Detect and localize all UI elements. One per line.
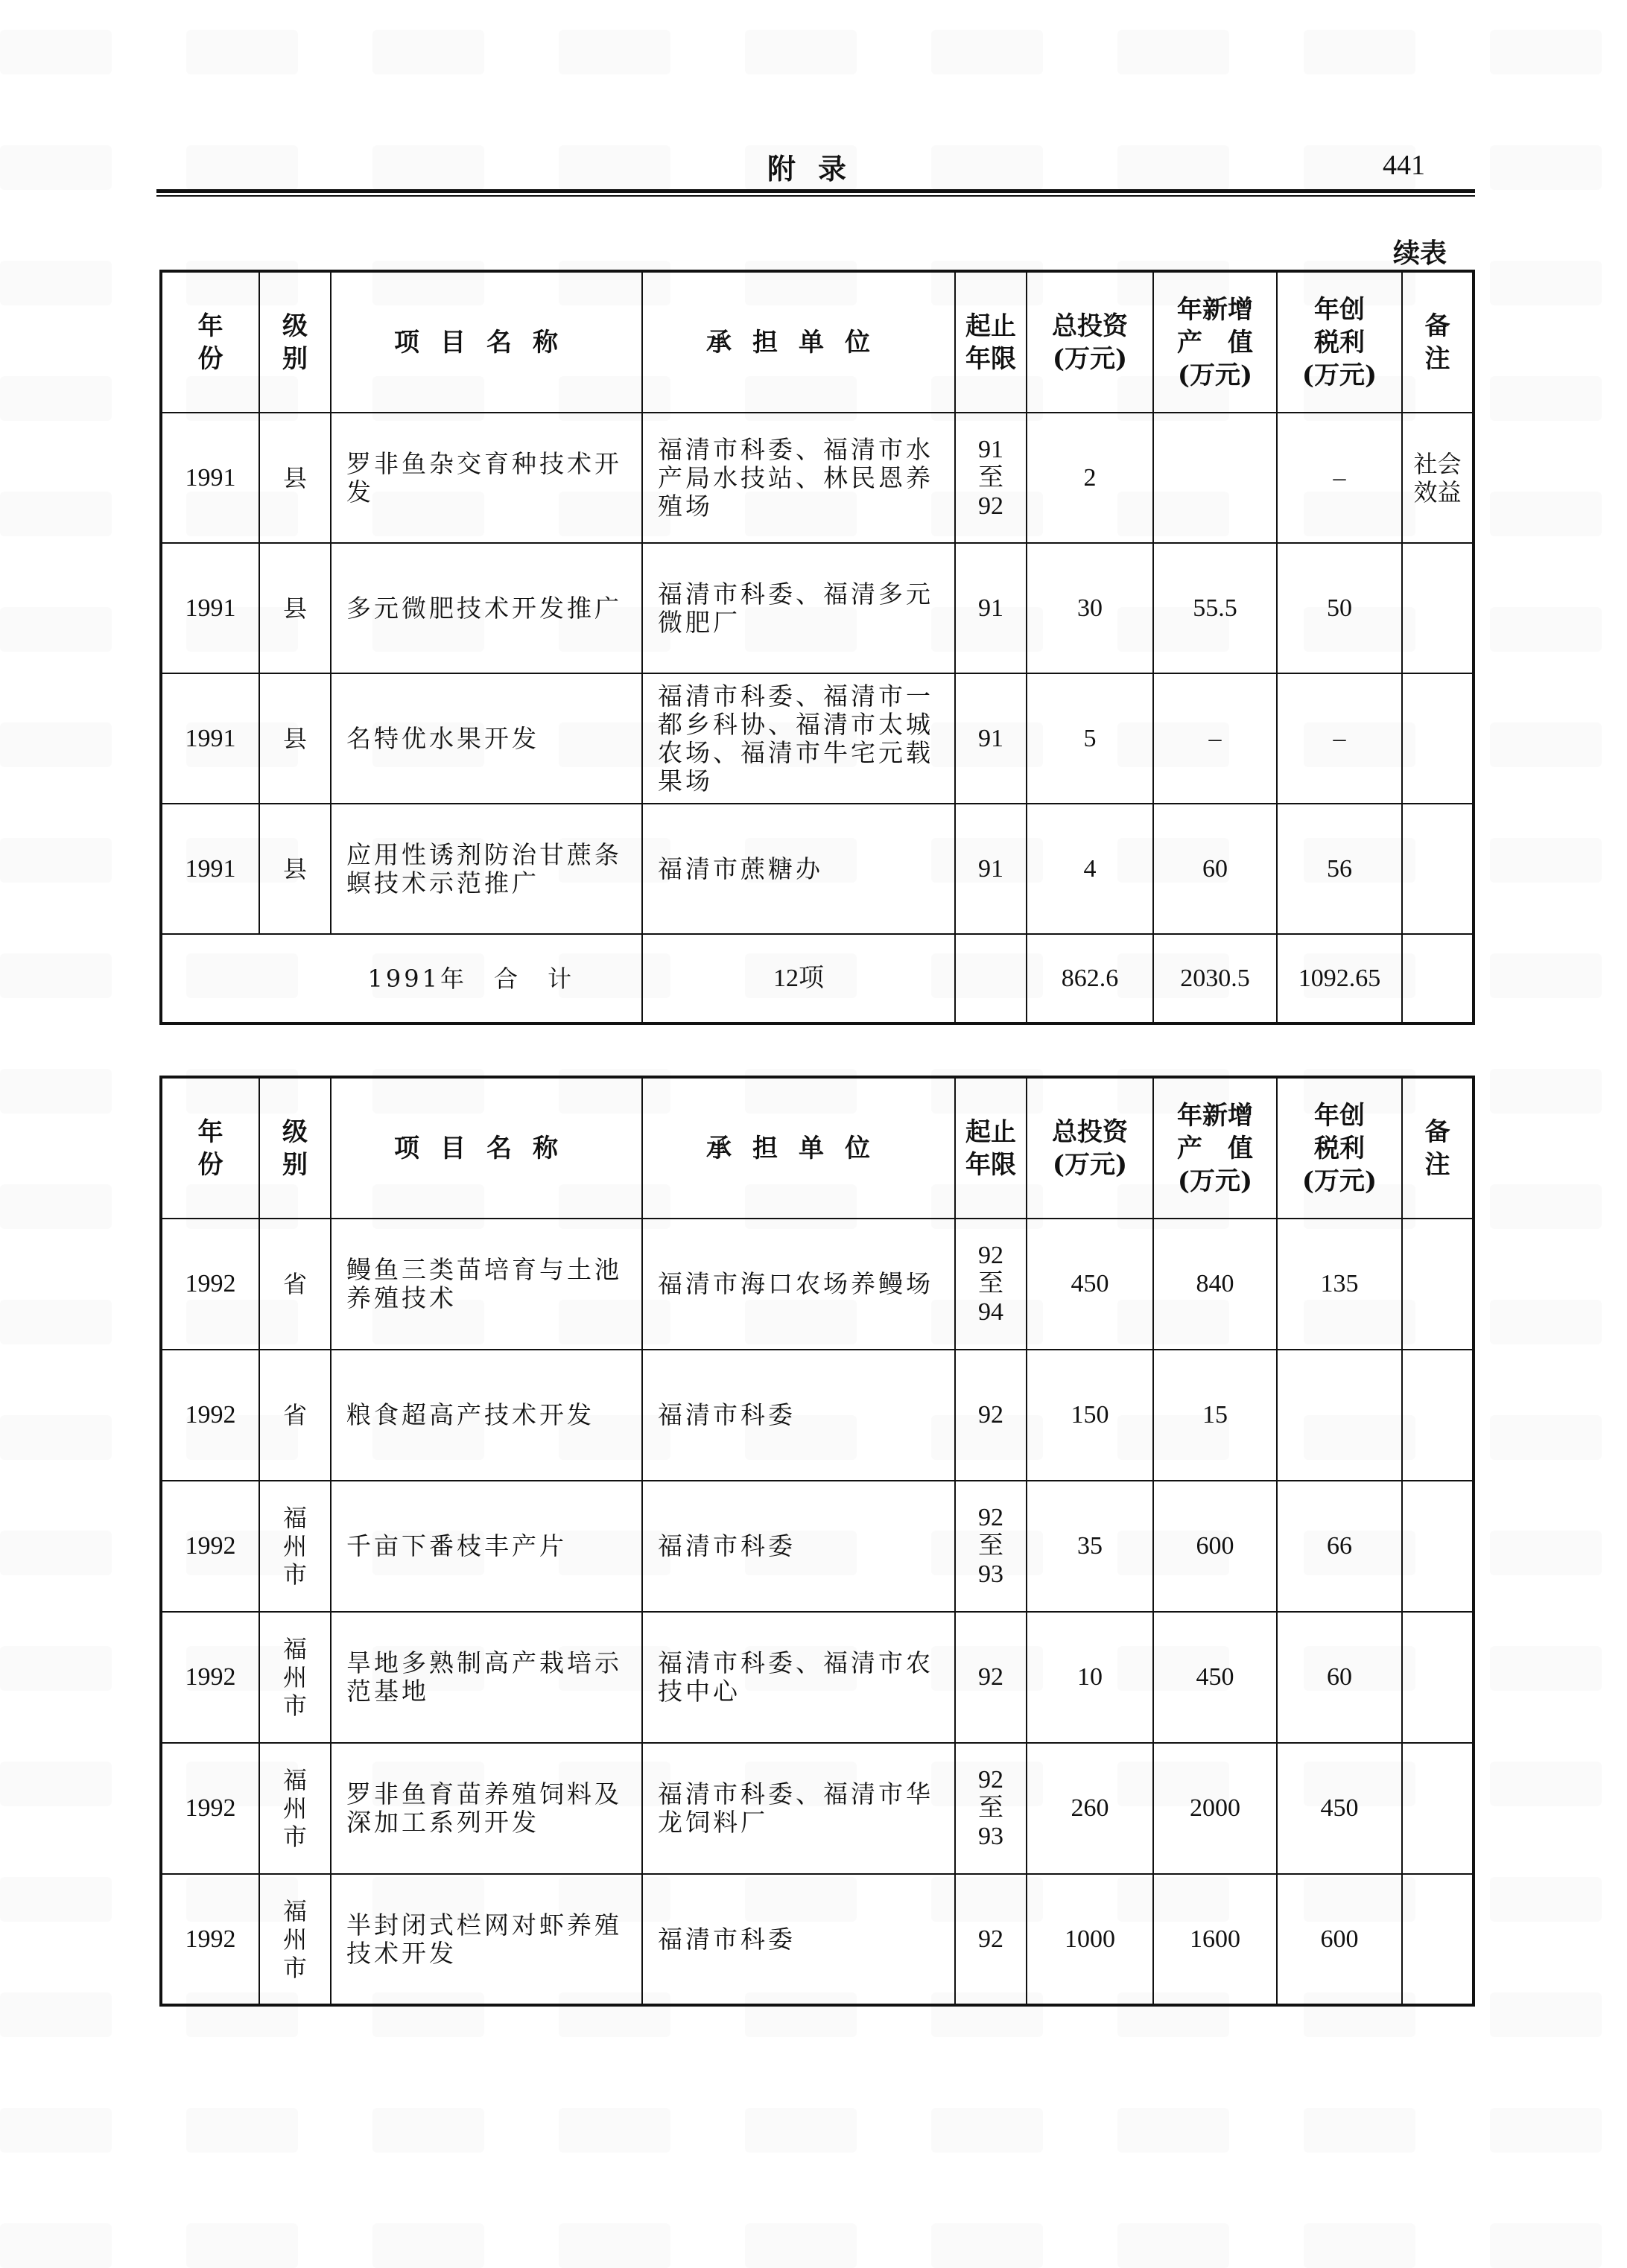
tax-cell: 135 xyxy=(1277,1219,1402,1350)
watermark-mark xyxy=(186,145,298,190)
unit-cell: 福清市科委、福清市一都乡科协、福清市太城农场、福清市牛宅元载果场 xyxy=(642,673,955,804)
watermark-mark xyxy=(1490,30,1602,74)
note-cell xyxy=(1402,1874,1474,2005)
total-label: 1991年 合 计 xyxy=(161,934,642,1023)
note-cell xyxy=(1402,543,1474,673)
tax-cell: 600 xyxy=(1277,1874,1402,2005)
watermark-mark xyxy=(372,145,484,190)
project-name-cell: 半封闭式栏网对虾养殖技术开发 xyxy=(331,1874,642,2005)
invest-cell: 1000 xyxy=(1027,1874,1153,2005)
unit-cell: 福清市科委、福清市农技中心 xyxy=(642,1612,955,1743)
projects-table-1992 xyxy=(159,1076,1475,2007)
total-note xyxy=(1402,934,1474,1023)
watermark-mark xyxy=(1490,2223,1602,2268)
output-cell: 450 xyxy=(1153,1612,1277,1743)
watermark-mark xyxy=(1490,1069,1602,1114)
table-row xyxy=(161,1219,1474,1350)
watermark-mark xyxy=(1490,2108,1602,2153)
watermark-mark xyxy=(1304,2223,1415,2268)
watermark-mark xyxy=(0,1762,112,1806)
total-tax: 1092.65 xyxy=(1277,934,1402,1023)
watermark-mark xyxy=(1490,261,1602,305)
watermark-mark xyxy=(0,1992,112,2037)
watermark-mark xyxy=(0,30,112,74)
col-year-header: 年 份 xyxy=(161,1077,259,1219)
tax-cell: 50 xyxy=(1277,543,1402,673)
col-output-header: 年新增 产 值 (万元) xyxy=(1153,271,1277,413)
table-row xyxy=(161,1612,1474,1743)
col-invest-header: 总投资 (万元) xyxy=(1027,1077,1153,1219)
watermark-mark xyxy=(1117,2223,1229,2268)
watermark-mark xyxy=(931,30,1043,74)
project-name-cell: 罗非鱼杂交育种技术开发 xyxy=(331,413,642,543)
tax-cell: – xyxy=(1277,673,1402,804)
unit-cell: 福清市海口农场养鳗场 xyxy=(642,1219,955,1350)
invest-cell: 150 xyxy=(1027,1350,1153,1481)
watermark-mark xyxy=(1490,1992,1602,2037)
period-cell: 92 至 93 xyxy=(955,1481,1027,1612)
col-name-header: 项目名称 xyxy=(331,271,642,413)
watermark-mark xyxy=(745,30,857,74)
project-name-cell: 应用性诱剂防治甘蔗条螟技术示范推广 xyxy=(331,804,642,934)
watermark-mark xyxy=(1490,1762,1602,1806)
col-tax-header: 年创 税利 (万元) xyxy=(1277,271,1402,413)
projects-table-1991 xyxy=(159,270,1475,1025)
table-row xyxy=(161,673,1474,804)
period-cell: 92 xyxy=(955,1350,1027,1481)
watermark-mark xyxy=(1304,30,1415,74)
total-output: 2030.5 xyxy=(1153,934,1277,1023)
watermark-mark xyxy=(372,30,484,74)
watermark-mark xyxy=(1490,1300,1602,1344)
level-cell: 县 xyxy=(259,543,331,673)
watermark-mark xyxy=(1490,1531,1602,1575)
project-name-cell: 粮食超高产技术开发 xyxy=(331,1350,642,1481)
total-period xyxy=(955,934,1027,1023)
watermark-mark xyxy=(1490,492,1602,536)
note-cell xyxy=(1402,804,1474,934)
watermark-mark xyxy=(0,492,112,536)
table-row xyxy=(161,804,1474,934)
watermark-mark xyxy=(745,2108,857,2153)
output-cell: 55.5 xyxy=(1153,543,1277,673)
tax-cell: – xyxy=(1277,413,1402,543)
watermark-mark xyxy=(0,376,112,421)
level-cell: 福 州 市 xyxy=(259,1481,331,1612)
watermark-mark xyxy=(559,2223,670,2268)
tax-cell: 56 xyxy=(1277,804,1402,934)
col-level-header: 级 别 xyxy=(259,1077,331,1219)
year-cell: 1991 xyxy=(161,804,259,934)
output-cell: 840 xyxy=(1153,1219,1277,1350)
watermark-mark xyxy=(1304,2108,1415,2153)
unit-cell: 福清市科委、福清多元微肥厂 xyxy=(642,543,955,673)
total-count: 12项 xyxy=(642,934,955,1023)
period-cell: 91 xyxy=(955,543,1027,673)
page-number: 441 xyxy=(1383,150,1425,181)
col-period-header: 起止 年限 xyxy=(955,1077,1027,1219)
note-cell xyxy=(1402,1350,1474,1481)
level-cell: 省 xyxy=(259,1219,331,1350)
year-cell: 1992 xyxy=(161,1219,259,1350)
col-invest-header: 总投资 (万元) xyxy=(1027,271,1153,413)
level-cell: 福 州 市 xyxy=(259,1612,331,1743)
watermark-mark xyxy=(1490,953,1602,998)
col-unit-header: 承担单位 xyxy=(642,271,955,413)
col-note-header: 备 注 xyxy=(1402,271,1474,413)
watermark-mark xyxy=(1490,1877,1602,1922)
period-cell: 91 xyxy=(955,804,1027,934)
level-cell: 省 xyxy=(259,1350,331,1481)
watermark-mark xyxy=(0,722,112,767)
watermark-mark xyxy=(186,30,298,74)
watermark-mark xyxy=(0,1184,112,1229)
unit-cell: 福清市蔗糖办 xyxy=(642,804,955,934)
col-unit-header: 承担单位 xyxy=(642,1077,955,1219)
output-cell xyxy=(1153,413,1277,543)
watermark-mark xyxy=(186,2223,298,2268)
watermark-mark xyxy=(1490,838,1602,883)
year-cell: 1992 xyxy=(161,1743,259,1874)
unit-cell: 福清市科委 xyxy=(642,1350,955,1481)
col-output-header: 年新增 产 值 (万元) xyxy=(1153,1077,1277,1219)
invest-cell: 30 xyxy=(1027,543,1153,673)
total-invest: 862.6 xyxy=(1027,934,1153,1023)
year-cell: 1992 xyxy=(161,1481,259,1612)
project-name-cell: 旱地多熟制高产栽培示范基地 xyxy=(331,1612,642,1743)
table-row xyxy=(161,1481,1474,1612)
output-cell: 1600 xyxy=(1153,1874,1277,2005)
watermark-mark xyxy=(745,2223,857,2268)
table-row xyxy=(161,1350,1474,1481)
level-cell: 县 xyxy=(259,413,331,543)
note-cell: 社会 效益 xyxy=(1402,413,1474,543)
watermark-mark xyxy=(1490,1646,1602,1691)
output-cell: 15 xyxy=(1153,1350,1277,1481)
unit-cell: 福清市科委 xyxy=(642,1874,955,2005)
watermark-mark xyxy=(931,145,1043,190)
tax-cell: 60 xyxy=(1277,1612,1402,1743)
invest-cell: 450 xyxy=(1027,1219,1153,1350)
period-cell: 91 xyxy=(955,673,1027,804)
period-cell: 92 至 93 xyxy=(955,1743,1027,1874)
watermark-mark xyxy=(372,2108,484,2153)
col-name-header: 项目名称 xyxy=(331,1077,642,1219)
year-cell: 1991 xyxy=(161,413,259,543)
watermark-mark xyxy=(0,1531,112,1575)
note-cell xyxy=(1402,1743,1474,1874)
note-cell xyxy=(1402,1612,1474,1743)
output-cell: – xyxy=(1153,673,1277,804)
col-level-header: 级 别 xyxy=(259,271,331,413)
unit-cell: 福清市科委、福清市水产局水技站、林民恩养殖场 xyxy=(642,413,955,543)
col-period-header: 起止 年限 xyxy=(955,271,1027,413)
level-cell: 县 xyxy=(259,804,331,934)
watermark-mark xyxy=(1117,145,1229,190)
period-cell: 92 xyxy=(955,1874,1027,2005)
period-cell: 91 至 92 xyxy=(955,413,1027,543)
total-row xyxy=(161,934,1474,1023)
watermark-mark xyxy=(372,2223,484,2268)
output-cell: 60 xyxy=(1153,804,1277,934)
watermark-mark xyxy=(1490,607,1602,652)
invest-cell: 4 xyxy=(1027,804,1153,934)
watermark-mark xyxy=(1490,376,1602,421)
table-row xyxy=(161,1874,1474,2005)
watermark-mark xyxy=(1490,145,1602,190)
watermark-mark xyxy=(931,2108,1043,2153)
period-cell: 92 至 94 xyxy=(955,1219,1027,1350)
project-name-cell: 多元微肥技术开发推广 xyxy=(331,543,642,673)
output-cell: 600 xyxy=(1153,1481,1277,1612)
project-name-cell: 千亩下番枝丰产片 xyxy=(331,1481,642,1612)
watermark-mark xyxy=(0,1646,112,1691)
table-row xyxy=(161,543,1474,673)
watermark-mark xyxy=(0,145,112,190)
watermark-mark xyxy=(0,1877,112,1922)
header-rule-thin xyxy=(156,195,1475,197)
table-header-row xyxy=(161,271,1474,413)
year-cell: 1992 xyxy=(161,1874,259,2005)
col-year-header: 年 份 xyxy=(161,271,259,413)
level-cell: 福 州 市 xyxy=(259,1743,331,1874)
project-name-cell: 罗非鱼育苗养殖饲料及深加工系列开发 xyxy=(331,1743,642,1874)
project-name-cell: 名特优水果开发 xyxy=(331,673,642,804)
table-row xyxy=(161,1743,1474,1874)
watermark-mark xyxy=(0,261,112,305)
table-header-row xyxy=(161,1077,1474,1219)
invest-cell: 2 xyxy=(1027,413,1153,543)
watermark-mark xyxy=(1490,722,1602,767)
running-head: 附录 xyxy=(767,152,869,185)
watermark-mark xyxy=(559,2108,670,2153)
period-cell: 92 xyxy=(955,1612,1027,1743)
col-tax-header: 年创 税利 (万元) xyxy=(1277,1077,1402,1219)
tax-cell xyxy=(1277,1350,1402,1481)
table-row xyxy=(161,413,1474,543)
continued-label: 续表 xyxy=(1393,238,1447,269)
unit-cell: 福清市科委、福清市华龙饲料厂 xyxy=(642,1743,955,1874)
watermark-mark xyxy=(0,607,112,652)
watermark-mark xyxy=(559,145,670,190)
watermark-mark xyxy=(931,2223,1043,2268)
watermark-mark xyxy=(0,2223,112,2268)
invest-cell: 35 xyxy=(1027,1481,1153,1612)
year-cell: 1991 xyxy=(161,673,259,804)
watermark-mark xyxy=(0,953,112,998)
watermark-mark xyxy=(1117,30,1229,74)
output-cell: 2000 xyxy=(1153,1743,1277,1874)
col-note-header: 备 注 xyxy=(1402,1077,1474,1219)
watermark-mark xyxy=(1117,2108,1229,2153)
level-cell: 福 州 市 xyxy=(259,1874,331,2005)
year-cell: 1991 xyxy=(161,543,259,673)
tax-cell: 450 xyxy=(1277,1743,1402,1874)
note-cell xyxy=(1402,1481,1474,1612)
watermark-mark xyxy=(1490,1415,1602,1460)
note-cell xyxy=(1402,673,1474,804)
watermark-mark xyxy=(0,2108,112,2153)
level-cell: 县 xyxy=(259,673,331,804)
watermark-mark xyxy=(559,30,670,74)
note-cell xyxy=(1402,1219,1474,1350)
tax-cell: 66 xyxy=(1277,1481,1402,1612)
unit-cell: 福清市科委 xyxy=(642,1481,955,1612)
year-cell: 1992 xyxy=(161,1612,259,1743)
watermark-mark xyxy=(1490,1184,1602,1229)
project-name-cell: 鳗鱼三类苗培育与土池养殖技术 xyxy=(331,1219,642,1350)
invest-cell: 10 xyxy=(1027,1612,1153,1743)
watermark-mark xyxy=(0,1415,112,1460)
year-cell: 1992 xyxy=(161,1350,259,1481)
watermark-mark xyxy=(0,1300,112,1344)
header-rule-thick xyxy=(156,189,1475,193)
invest-cell: 5 xyxy=(1027,673,1153,804)
watermark-mark xyxy=(0,838,112,883)
invest-cell: 260 xyxy=(1027,1743,1153,1874)
watermark-mark xyxy=(0,1069,112,1114)
watermark-mark xyxy=(186,2108,298,2153)
